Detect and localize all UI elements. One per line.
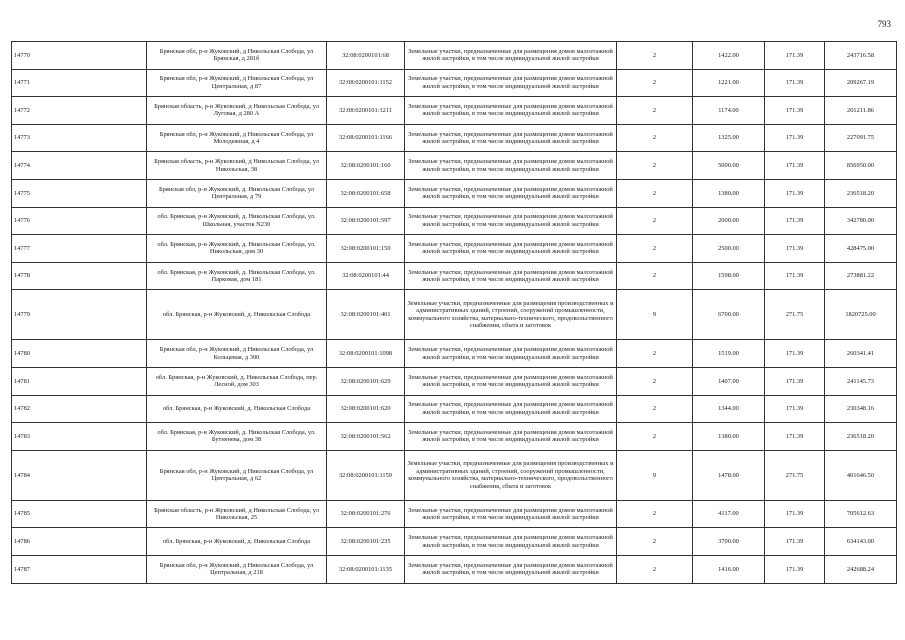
row-number: 14774: [12, 152, 147, 180]
row-cadastral-value: 230348.16: [825, 395, 897, 423]
row-cadastral-number: 32:08:0200101:401: [327, 290, 405, 340]
row-address: Брянская область, р-н Жуковский, д Никольская Слобода, ул Луговая, д 280 А: [147, 97, 327, 125]
row-land-purpose: Земельные участки, предназначенные для размещения домов малоэтажной жилой застройки, в том числе индивидуальной жилой застройки: [405, 500, 617, 528]
row-use-group: 9: [617, 450, 693, 500]
row-use-group: 9: [617, 290, 693, 340]
table-row: [12, 290, 897, 340]
row-number: 14781: [12, 367, 147, 395]
row-land-purpose: Земельные участки, предназначенные для размещения домов малоэтажной жилой застройки, в том числе индивидуальной жилой застройки: [405, 555, 617, 583]
row-address: обл. Брянская, р-н Жуковский, д. Никольская Слобода, пер. Лесной, дом 303: [147, 367, 327, 395]
row-use-group: 2: [617, 97, 693, 125]
row-use-group: 2: [617, 367, 693, 395]
row-cadastral-value: 634143.00: [825, 528, 897, 556]
row-number: 14772: [12, 97, 147, 125]
table-row: [12, 207, 897, 235]
row-land-purpose: Земельные участки, предназначенные для размещения производственных и административных зданий, строений, сооружений промышленности, коммунального хозяйства, материально-технического, продовольственного снабжения, сбыта и заготовок: [405, 450, 617, 500]
row-area: 1344.00: [693, 395, 765, 423]
row-land-purpose: Земельные участки, предназначенные для размещения домов малоэтажной жилой застройки, в том числе индивидуальной жилой застройки: [405, 423, 617, 451]
row-cadastral-number: 32:08:0200101:276: [327, 500, 405, 528]
row-cadastral-value: 1820725.00: [825, 290, 897, 340]
row-land-purpose: Земельные участки, предназначенные для размещения домов малоэтажной жилой застройки, в том числе индивидуальной жилой застройки: [405, 42, 617, 70]
row-use-group: 2: [617, 152, 693, 180]
row-area: 6700.00: [693, 290, 765, 340]
row-cadastral-value: 342780.00: [825, 207, 897, 235]
row-area: 1407.00: [693, 367, 765, 395]
table-row: [12, 262, 897, 290]
row-cadastral-number: 32:08:0200101:44: [327, 262, 405, 290]
table-row: [12, 395, 897, 423]
row-land-purpose: Земельные участки, предназначенные для размещения домов малоэтажной жилой застройки, в том числе индивидуальной жилой застройки: [405, 97, 617, 125]
row-land-purpose: Земельные участки, предназначенные для размещения домов малоэтажной жилой застройки, в том числе индивидуальной жилой застройки: [405, 124, 617, 152]
row-specific-value: 171.39: [765, 367, 825, 395]
table-row: [12, 450, 897, 500]
row-cadastral-number: 32:08:0200101:235: [327, 528, 405, 556]
row-area: 1221.00: [693, 69, 765, 97]
row-specific-value: 171.39: [765, 97, 825, 125]
row-cadastral-value: 705612.63: [825, 500, 897, 528]
row-address: обл. Брянская, р-н Жуковский, д. Никольская Слобода: [147, 395, 327, 423]
row-number: 14786: [12, 528, 147, 556]
row-use-group: 2: [617, 179, 693, 207]
table-row: [12, 69, 897, 97]
row-area: 1519.00: [693, 340, 765, 368]
row-cadastral-number: 32:08:0200101:1152: [327, 69, 405, 97]
row-cadastral-number: 32:08:0200101:68: [327, 42, 405, 70]
table-row: [12, 235, 897, 263]
row-area: 2000.00: [693, 207, 765, 235]
row-cadastral-value: 260341.41: [825, 340, 897, 368]
row-address: обл. Брянская, р-н Жуковский, д. Никольская Слобода, ул. Никольская, дом 30: [147, 235, 327, 263]
row-number: 14785: [12, 500, 147, 528]
row-number: 14780: [12, 340, 147, 368]
row-number: 14775: [12, 179, 147, 207]
row-area: 1174.00: [693, 97, 765, 125]
row-land-purpose: Земельные участки, предназначенные для размещения домов малоэтажной жилой застройки, в том числе индивидуальной жилой застройки: [405, 152, 617, 180]
row-address: обл. Брянская, р-н Жуковский, д. Никольская Слобода, ул. Бутненева, дом 38: [147, 423, 327, 451]
row-land-purpose: Земельные участки, предназначенные для размещения домов малоэтажной жилой застройки, в том числе индивидуальной жилой застройки: [405, 395, 617, 423]
row-use-group: 2: [617, 124, 693, 152]
row-address: обл. Брянская, р-н Жуковский, д. Никольская Слобода: [147, 528, 327, 556]
table-row: [12, 555, 897, 583]
row-land-purpose: Земельные участки, предназначенные для размещения домов малоэтажной жилой застройки, в том числе индивидуальной жилой застройки: [405, 262, 617, 290]
row-area: 1422.00: [693, 42, 765, 70]
page-number: 793: [877, 19, 891, 29]
row-cadastral-value: 273881.22: [825, 262, 897, 290]
row-area: 1416.00: [693, 555, 765, 583]
row-number: 14783: [12, 423, 147, 451]
row-cadastral-value: 209267.19: [825, 69, 897, 97]
row-specific-value: 171.39: [765, 179, 825, 207]
row-cadastral-number: 32:08:0200101:160: [327, 152, 405, 180]
row-specific-value: 171.39: [765, 528, 825, 556]
row-address: Брянская область, р-н Жуковский, д Никольская Слобода, ул Никольская, 25: [147, 500, 327, 528]
row-cadastral-number: 32:08:0200101:1135: [327, 555, 405, 583]
table-row: [12, 367, 897, 395]
table-row: [12, 152, 897, 180]
row-specific-value: 171.39: [765, 395, 825, 423]
row-number: 14778: [12, 262, 147, 290]
row-land-purpose: Земельные участки, предназначенные для размещения домов малоэтажной жилой застройки, в том числе индивидуальной жилой застройки: [405, 179, 617, 207]
row-number: 14784: [12, 450, 147, 500]
row-address: Брянская обл, р-н Жуковский, д. Никольская Слобода, ул Центральная, д 79: [147, 179, 327, 207]
row-specific-value: 271.75: [765, 290, 825, 340]
row-number: 14779: [12, 290, 147, 340]
row-area: 1380.00: [693, 423, 765, 451]
table-row: [12, 42, 897, 70]
row-land-purpose: Земельные участки, предназначенные для размещения производственных и административных зданий, строений, сооружений промышленности, коммунального хозяйства, материально-технического, продовольственного снабжения, сбыта и заготовок: [405, 290, 617, 340]
row-use-group: 2: [617, 500, 693, 528]
row-number: 14770: [12, 42, 147, 70]
row-specific-value: 171.39: [765, 69, 825, 97]
row-cadastral-value: 236518.20: [825, 423, 897, 451]
row-land-purpose: Земельные участки, предназначенные для размещения домов малоэтажной жилой застройки, в том числе индивидуальной жилой застройки: [405, 528, 617, 556]
row-number: 14787: [12, 555, 147, 583]
row-specific-value: 171.39: [765, 555, 825, 583]
row-area: 4117.00: [693, 500, 765, 528]
row-cadastral-value: 236518.20: [825, 179, 897, 207]
row-specific-value: 171.39: [765, 262, 825, 290]
row-use-group: 2: [617, 528, 693, 556]
row-address: обл. Брянская, р-н Жуковский, д. Никольская Слобода, ул. Школьная, участок N230: [147, 207, 327, 235]
row-cadastral-value: 241145.73: [825, 367, 897, 395]
table-row: [12, 124, 897, 152]
table-row: [12, 97, 897, 125]
row-specific-value: 171.39: [765, 207, 825, 235]
row-cadastral-value: 428475.00: [825, 235, 897, 263]
row-land-purpose: Земельные участки, предназначенные для размещения домов малоэтажной жилой застройки, в том числе индивидуальной жилой застройки: [405, 207, 617, 235]
row-cadastral-number: 32:08:0200101:597: [327, 207, 405, 235]
row-number: 14773: [12, 124, 147, 152]
row-use-group: 2: [617, 207, 693, 235]
row-number: 14782: [12, 395, 147, 423]
table-row: [12, 179, 897, 207]
row-address: Брянская обл, р-н Жуковский, д Никольская Слобода, ул Кольцевая, д 300: [147, 340, 327, 368]
row-use-group: 2: [617, 235, 693, 263]
row-address: Брянская обл, р-н Жуковский, д Никольская Слобода, ул Центральная, д 62: [147, 450, 327, 500]
row-area: 3700.00: [693, 528, 765, 556]
row-cadastral-value: 243716.58: [825, 42, 897, 70]
row-land-purpose: Земельные участки, предназначенные для размещения домов малоэтажной жилой застройки, в том числе индивидуальной жилой застройки: [405, 340, 617, 368]
row-specific-value: 271.75: [765, 450, 825, 500]
row-cadastral-number: 32:08:0200101:620: [327, 395, 405, 423]
cadastral-value-table: [11, 41, 897, 584]
row-area: 1478.00: [693, 450, 765, 500]
row-specific-value: 171.39: [765, 42, 825, 70]
table-row: [12, 500, 897, 528]
row-land-purpose: Земельные участки, предназначенные для размещения домов малоэтажной жилой застройки, в том числе индивидуальной жилой застройки: [405, 367, 617, 395]
row-address: Брянская обл, р-н Жуковский, д Никольская Слобода, ул Центральная, д 218: [147, 555, 327, 583]
row-specific-value: 171.39: [765, 423, 825, 451]
row-area: 1380.00: [693, 179, 765, 207]
row-specific-value: 171.39: [765, 235, 825, 263]
row-cadastral-number: 32:08:0200101:1098: [327, 340, 405, 368]
row-area: 1325.00: [693, 124, 765, 152]
table-row: [12, 528, 897, 556]
row-area: 1598.00: [693, 262, 765, 290]
row-specific-value: 171.39: [765, 152, 825, 180]
row-number: 14776: [12, 207, 147, 235]
row-address: Брянская обл, р-н Жуковский, д Никольская Слобода, ул Молодежная, д 4: [147, 124, 327, 152]
row-use-group: 2: [617, 555, 693, 583]
table-body: [12, 42, 897, 584]
row-use-group: 2: [617, 262, 693, 290]
row-address: Брянская обл, р-н Жуковский, д Никольская Слобода, ул Центральная, д 87: [147, 69, 327, 97]
table-row: [12, 340, 897, 368]
row-cadastral-number: 32:08:0200101:1166: [327, 124, 405, 152]
row-address: Брянская область, р-н Жуковский, д Никольская Слобода, ул Никольская, 38: [147, 152, 327, 180]
row-use-group: 2: [617, 395, 693, 423]
row-cadastral-number: 32:08:0200101:562: [327, 423, 405, 451]
row-use-group: 2: [617, 423, 693, 451]
row-cadastral-number: 32:08:0200101:658: [327, 179, 405, 207]
row-cadastral-value: 242688.24: [825, 555, 897, 583]
row-cadastral-number: 32:08:0200101:150: [327, 235, 405, 263]
row-land-purpose: Земельные участки, предназначенные для размещения домов малоэтажной жилой застройки, в том числе индивидуальной жилой застройки: [405, 235, 617, 263]
row-cadastral-value: 856950.00: [825, 152, 897, 180]
row-use-group: 2: [617, 340, 693, 368]
row-area: 2500.00: [693, 235, 765, 263]
row-use-group: 2: [617, 42, 693, 70]
row-cadastral-number: 32:08:0200101:629: [327, 367, 405, 395]
row-number: 14777: [12, 235, 147, 263]
row-cadastral-number: 32:08:0200101:1159: [327, 450, 405, 500]
row-cadastral-number: 32:08:0200101:1211: [327, 97, 405, 125]
row-land-purpose: Земельные участки, предназначенные для размещения домов малоэтажной жилой застройки, в том числе индивидуальной жилой застройки: [405, 69, 617, 97]
row-specific-value: 171.39: [765, 124, 825, 152]
row-cadastral-value: 401646.50: [825, 450, 897, 500]
row-area: 5000.00: [693, 152, 765, 180]
row-address: обл. Брянская, р-н Жуковский, д. Никольская Слобода: [147, 290, 327, 340]
row-specific-value: 171.39: [765, 340, 825, 368]
row-specific-value: 171.39: [765, 500, 825, 528]
row-cadastral-value: 201211.86: [825, 97, 897, 125]
row-address: обл. Брянская, р-н Жуковский, д. Никольская Слобода, ул. Парковая, дом 181: [147, 262, 327, 290]
row-number: 14771: [12, 69, 147, 97]
row-cadastral-value: 227091.75: [825, 124, 897, 152]
row-address: Брянская обл, р-н Жуковский, д Никольская Слобода, ул Брянская, д 281б: [147, 42, 327, 70]
table-row: [12, 423, 897, 451]
row-use-group: 2: [617, 69, 693, 97]
